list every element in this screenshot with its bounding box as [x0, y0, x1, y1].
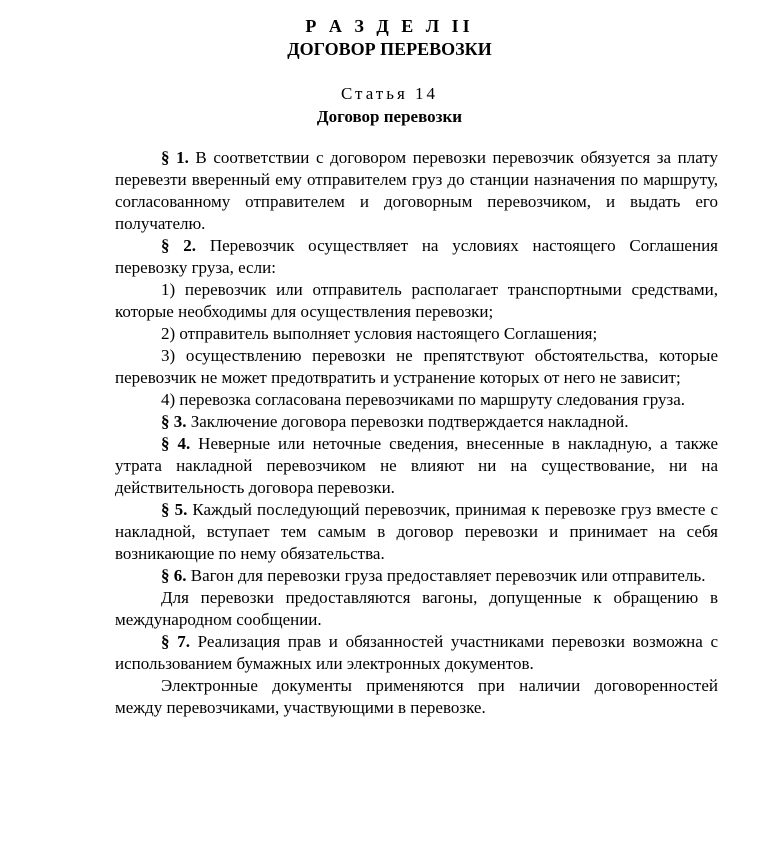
- paragraph-7: [115, 631, 718, 675]
- paragraph-text: Реализация прав и обязанностей участниками перевозки возможна с использованием бумажных или электронных документов.: [115, 632, 719, 673]
- article-title: Договор перевозки: [316, 107, 463, 126]
- paragraph-text: Перевозчик осуществляет на условиях настоящего Соглашения перевозку груза, если:: [115, 236, 718, 277]
- list-item-text: 4) перевозка согласована перевозчиками по маршруту следования груза.: [161, 390, 685, 409]
- paragraph-4: [115, 433, 718, 499]
- section-title: ДОГОВОР ПЕРЕВОЗКИ: [287, 39, 492, 59]
- paragraph-text: Неверные или неточные сведения, внесенные в накладную, а также утрата накладной перевозчиком не влияют ни на существование, ни на действительность договора перевозки.: [115, 434, 719, 497]
- paragraph-6-continued: [115, 587, 718, 631]
- paragraph-number: § 6.: [161, 566, 187, 585]
- paragraph-1: [115, 147, 718, 235]
- paragraph-text: Заключение договора перевозки подтверждается накладной.: [186, 412, 629, 431]
- list-item-text: 3) осуществлению перевозки не препятствуют обстоятельства, которые перевозчик не может предотвратить и устранение которых от него не зависит;: [115, 346, 718, 387]
- paragraph-text: В соответствии с договором перевозки перевозчик обязуется за плату перевезти вверенный ему отправителем груз до станции назначения по маршруту, согласованному отправителем и договорным перевозчиком, и выдать его получателю.: [115, 148, 719, 233]
- list-item-text: 1) перевозчик или отправитель располагает транспортными средствами, которые необходимы для осуществления перевозки;: [115, 280, 718, 321]
- article-label: Статья 14: [340, 84, 439, 103]
- paragraph-number: § 7.: [161, 632, 190, 651]
- paragraph-2-item-4: [115, 389, 718, 411]
- paragraph-number: § 3.: [161, 412, 187, 431]
- list-item-text: 2) отправитель выполняет условия настоящего Соглашения;: [161, 324, 598, 343]
- paragraph-2: [115, 235, 718, 279]
- section-label: Р А З Д Е Л II: [305, 16, 474, 36]
- article-body: [115, 147, 718, 719]
- paragraph-text: Для перевозки предоставляются вагоны, допущенные к обращению в международном сообщении.: [115, 588, 718, 629]
- paragraph-number: § 2.: [161, 236, 197, 255]
- paragraph-7-continued: [115, 675, 718, 719]
- paragraph-number: § 4.: [161, 434, 191, 453]
- paragraph-5: [115, 499, 718, 565]
- paragraph-2-item-2: [115, 323, 718, 345]
- paragraph-number: § 5.: [161, 500, 188, 519]
- paragraph-3: [115, 411, 718, 433]
- paragraph-6: [115, 565, 718, 587]
- paragraph-number: § 1.: [161, 148, 189, 167]
- paragraph-text: Вагон для перевозки груза предоставляет перевозчик или отправитель.: [186, 566, 706, 585]
- paragraph-text: Электронные документы применяются при наличии договоренностей между перевозчиками, участвующими в перевозке.: [115, 676, 718, 717]
- paragraph-2-item-3: [115, 345, 718, 389]
- paragraph-text: Каждый последующий перевозчик, принимая к перевозке груз вместе с накладной, вступает тем самым в договор перевозки и принимает на себя возникающие по нему обязательства.: [115, 500, 719, 563]
- paragraph-2-item-1: [115, 279, 718, 323]
